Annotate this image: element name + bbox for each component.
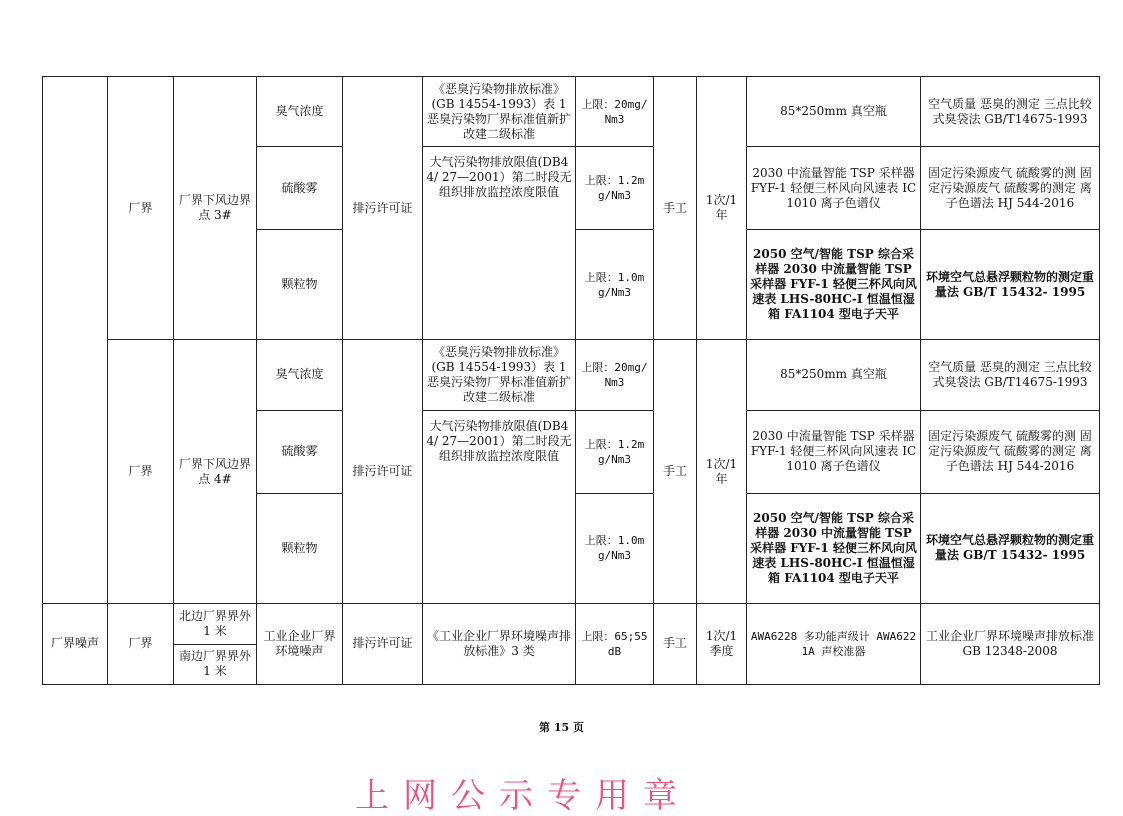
basis-cell: 排污许可证	[343, 77, 423, 340]
official-stamp	[355, 776, 775, 816]
basis-cell: 排污许可证	[343, 340, 423, 603]
monitoring-table	[42, 76, 1100, 685]
frequency-cell: 1次/1年	[697, 77, 747, 340]
equipment-cell: 2050 空气/智能 TSP 综合采样器 2030 中流量智能 TSP 采样器 FYF-1 轻便三杯风向风速表 LHS-80HC-I 恒温恒湿箱 FA1104 型电子天平	[747, 230, 921, 340]
category-cell: 厂界噪声	[43, 603, 108, 684]
standard-cell: 《工业企业厂界环境噪声排放标准》3 类	[423, 603, 576, 684]
limit-cell: 上限：1.2mg/Nm3	[576, 410, 654, 493]
monitor-type-cell: 厂界	[108, 340, 174, 603]
stamp-text: 上网公示专用章	[355, 776, 691, 816]
method-cell: 固定污染源废气 硫酸雾的测 固定污染源废气 硫酸雾的测定 离子色谱法 HJ 544-2016	[921, 410, 1100, 493]
limit-cell: 上限：1.0mg/Nm3	[576, 493, 654, 603]
standard-cell: 大气污染物排放限值(DB44/ 27—2001）第二时段无组织排放监控浓度限值	[423, 147, 576, 340]
table-row	[43, 603, 1100, 644]
table-row	[43, 77, 1100, 147]
pollutant-cell: 硫酸雾	[257, 410, 343, 493]
page-number: 第 15 页	[539, 721, 584, 734]
limit-cell: 上限：20mg/Nm3	[576, 340, 654, 410]
pollutant-cell: 工业企业厂界环境噪声	[257, 603, 343, 684]
monitor-type-cell: 厂界	[108, 77, 174, 340]
method-cell: 空气质量 恶臭的测定 三点比较式臭袋法 GB/T14675-1993	[921, 340, 1100, 410]
method-cell: 空气质量 恶臭的测定 三点比较式臭袋法 GB/T14675-1993	[921, 77, 1100, 147]
category-cell-empty	[43, 77, 108, 604]
frequency-cell: 1次/1年	[697, 340, 747, 603]
mode-cell: 手工	[654, 340, 697, 603]
table-row	[43, 340, 1100, 410]
pollutant-cell: 臭气浓度	[257, 340, 343, 410]
equipment-cell: AWA6228 多功能声级计 AWA6221A 声校准器	[747, 603, 921, 684]
frequency-cell: 1次/1季度	[697, 603, 747, 684]
standard-cell: 《恶臭污染物排放标准》(GB 14554-1993）表 1 恶臭污染物厂界标准值新扩改建二级标准	[423, 77, 576, 147]
method-cell: 环境空气总悬浮颗粒物的测定重量法 GB/T 15432- 1995	[921, 493, 1100, 603]
monitor-point-cell: 南边厂界界外 1 米	[174, 644, 257, 684]
pollutant-cell: 颗粒物	[257, 230, 343, 340]
method-cell: 环境空气总悬浮颗粒物的测定重量法 GB/T 15432- 1995	[921, 230, 1100, 340]
mode-cell: 手工	[654, 77, 697, 340]
standard-cell: 大气污染物排放限值(DB44/ 27—2001）第二时段无组织排放监控浓度限值	[423, 410, 576, 603]
equipment-cell: 85*250mm 真空瓶	[747, 77, 921, 147]
equipment-cell: 2050 空气/智能 TSP 综合采样器 2030 中流量智能 TSP 采样器 FYF-1 轻便三杯风向风速表 LHS-80HC-I 恒温恒湿箱 FA1104 型电子天平	[747, 493, 921, 603]
limit-cell: 上限：65;55dB	[576, 603, 654, 684]
basis-cell: 排污许可证	[343, 603, 423, 684]
limit-cell: 上限：1.2mg/Nm3	[576, 147, 654, 230]
equipment-cell: 2030 中流量智能 TSP 采样器 FYF-1 轻便三杯风向风速表 IC1010 离子色谱仪	[747, 410, 921, 493]
standard-cell: 《恶臭污染物排放标准》(GB 14554-1993）表 1 恶臭污染物厂界标准值新扩改建二级标准	[423, 340, 576, 410]
monitor-point-cell: 厂界下风边界点 3#	[174, 77, 257, 340]
pollutant-cell: 臭气浓度	[257, 77, 343, 147]
pollutant-cell: 颗粒物	[257, 493, 343, 603]
method-cell: 工业企业厂界环境噪声排放标准 GB 12348-2008	[921, 603, 1100, 684]
method-cell: 固定污染源废气 硫酸雾的测 固定污染源废气 硫酸雾的测定 离子色谱法 HJ 544-2016	[921, 147, 1100, 230]
equipment-cell: 2030 中流量智能 TSP 采样器 FYF-1 轻便三杯风向风速表 IC1010 离子色谱仪	[747, 147, 921, 230]
pollutant-cell: 硫酸雾	[257, 147, 343, 230]
monitor-point-cell: 北边厂界界外 1 米	[174, 603, 257, 644]
mode-cell: 手工	[654, 603, 697, 684]
monitor-type-cell: 厂界	[108, 603, 174, 684]
equipment-cell: 85*250mm 真空瓶	[747, 340, 921, 410]
limit-cell: 上限：1.0mg/Nm3	[576, 230, 654, 340]
limit-cell: 上限：20mg/Nm3	[576, 77, 654, 147]
monitor-point-cell: 厂界下风边界点 4#	[174, 340, 257, 603]
